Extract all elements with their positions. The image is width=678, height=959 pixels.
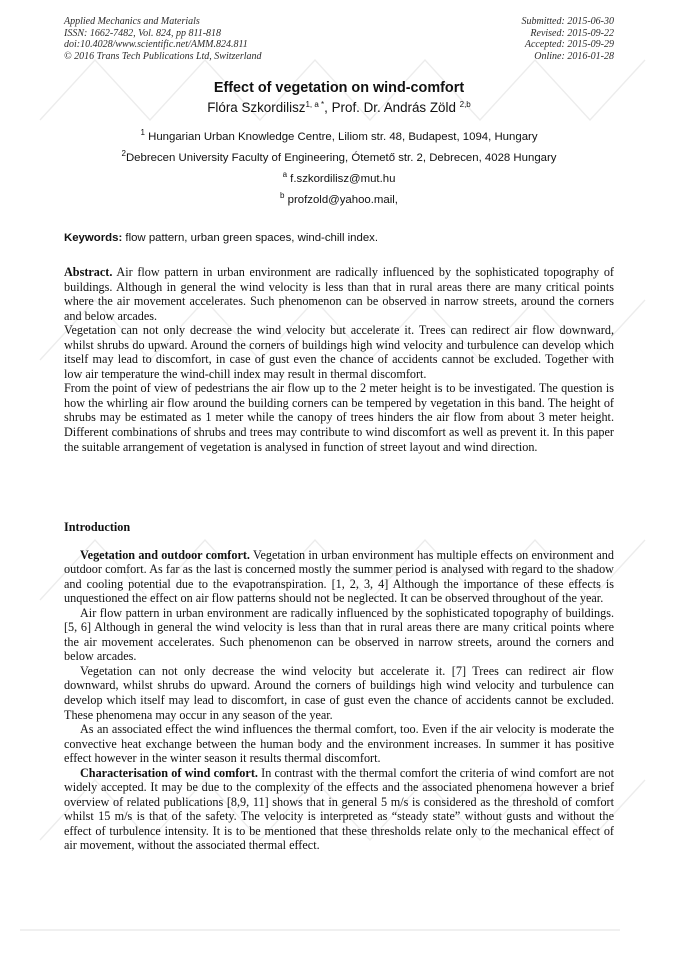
author-separator: , xyxy=(324,100,332,115)
online-date: Online: 2016-01-28 xyxy=(534,50,614,62)
intro-paragraph-4: As an associated effect the wind influences the thermal comfort, too. Even if the air velocity is moderate the convective heat exchange between the human body and the environment increases. In summer it has positive effect however in the winter season it results thermal discomfort. xyxy=(64,722,614,766)
copyright-line: © 2016 Trans Tech Publications Ltd, Switzerland xyxy=(64,50,262,62)
affiliation-1-marker: 1 xyxy=(140,128,145,137)
accepted-date: Accepted: 2015-09-29 xyxy=(524,39,614,51)
journal-name: Applied Mechanics and Materials xyxy=(64,16,200,27)
intro-p5-text: In contrast with the thermal comfort the criteria of wind comfort are not widely accepted. It may be due to the complexity of the effects and the associated phenomena however a brief overview of related publications [8,9, 11] shows that in general 5 m/s is considered as the threshold of comfort whilst 15 m/s is that of the safety. The velocity is interpreted as “steady state” without gusts and without the effect of turbulence intensity. It is to be mentioned that these thresholds relate only to the mechanical effect of air movement, without the associated thermal effect. xyxy=(64,765,614,853)
author-2-name: Prof. Dr. András Zöld xyxy=(331,100,460,115)
affiliation-2-marker: 2 xyxy=(121,149,126,158)
email-1-text: f.szkordilisz@mut.hu xyxy=(287,173,396,185)
intro-paragraph-2: Air flow pattern in urban environment are radically influenced by the sophisticated topography of buildings. [5, 6] Although in general the wind velocity is less than that in rural areas there are many critical points where the air movement accelerates. Such phenomenon can be observed in narrow streets, around the corners and below arcades. xyxy=(64,605,614,664)
author-1-name: Flóra Szkordilisz xyxy=(207,100,306,115)
abstract-p1-text: Air flow pattern in urban environment are radically influenced by the sophisticated topography of buildings. Although in general the wind velocity is less than that in rural areas there are many critical points where the air movement accelerates. Such phenomenon can be observed in narrow streets, around the corners and below arcades. xyxy=(64,265,614,323)
abstract-paragraph-1 xyxy=(64,265,614,323)
author-2-marker: 2,b xyxy=(459,100,471,109)
introduction-section xyxy=(64,520,614,853)
affiliation-1 xyxy=(40,128,638,143)
intro-p5-label: Characterisation of wind comfort. xyxy=(80,765,258,780)
author-1-marker: 1, a * xyxy=(305,100,325,109)
intro-p1-text: Vegetation in urban environment has multiple effects on environment and outdoor comfort. As far as the last is concerned mostly the summer period is analysed with regard to the shadow and cooling potential due to the evapotranspiration. [1, 2, 3, 4] Although the importance of these effects is unquestioned the effect on air flow patterns should not be neglected. It can be observed throughout of the year. xyxy=(64,547,614,606)
revised-date: Revised: 2015-09-22 xyxy=(530,27,614,39)
email-2-text: profzold@yahoo.mail, xyxy=(284,194,398,206)
intro-paragraph-5 xyxy=(64,766,614,853)
email-2-marker: b xyxy=(280,191,285,200)
submitted-date: Submitted: 2015-06-30 xyxy=(521,16,614,27)
affiliation-1-text: Hungarian Urban Knowledge Centre, Liliom str. 48, Budapest, 1094, Hungary xyxy=(144,131,538,143)
keywords-text: flow pattern, urban green spaces, wind-chill index. xyxy=(122,232,379,244)
submission-dates xyxy=(522,16,615,62)
paper-title: Effect of vegetation on wind-comfort xyxy=(213,80,465,96)
email-1-marker: a xyxy=(282,170,288,179)
affiliation-2-text: Debrecen University Faculty of Engineering, Ótemető str. 2, Debrecen, 4028 Hungary xyxy=(125,152,557,164)
abstract-label: Abstract. xyxy=(64,265,113,279)
intro-p1-label: Vegetation and outdoor comfort. xyxy=(80,547,250,562)
intro-paragraph-3: Vegetation can not only decrease the wind velocity but accelerate it. [7] Trees can redirect air flow downward, whilst shrubs do upward. Around the corners of buildings high wind velocity and turbulence can develop which itself may lead to discomfort, in case of gust even the chance of accidents cannot be excluded. These phenomena may occur in any season of the year. xyxy=(64,663,614,722)
email-2 xyxy=(40,191,638,206)
abstract-paragraph-3: From the point of view of pedestrians the air flow up to the 2 meter height is to be investigated. The question is how the whirling air flow around the building corners can be tempered by vegetation in this band. The height of shrubs may be estimated as 1 meter while the canopy of trees hinders the air flow from about 3 meter height. Different combinations of shrubs and trees may contribute to wind discomfort as well as prevent it. In this paper the suitable arrangement of vegetation is analysed in function of street layout and wind direction. xyxy=(64,381,614,454)
email-1 xyxy=(40,170,638,185)
keywords-label: Keywords: xyxy=(64,232,123,244)
abstract-paragraph-2: Vegetation can not only decrease the wind velocity but accelerate it. Trees can redirect air flow downward, whilst shrubs do upward. Around the corners of buildings high wind velocity and turbulence can develop which itself may lead to discomfort, in case of gust even the chance of accidents cannot be excluded. Together with low air temperature the wind-chill index may result in thermal discomfort. xyxy=(64,323,614,381)
introduction-heading: Introduction xyxy=(64,520,131,534)
doi-line: doi:10.4028/www.scientific.net/AMM.824.811 xyxy=(64,39,248,51)
issn-line: ISSN: 1662-7482, Vol. 824, pp 811-818 xyxy=(64,27,222,39)
intro-paragraph-1 xyxy=(64,548,614,606)
abstract-section xyxy=(64,265,614,454)
journal-info xyxy=(64,16,262,62)
author-line xyxy=(40,100,638,115)
keywords xyxy=(64,232,378,244)
affiliation-2 xyxy=(40,149,638,164)
